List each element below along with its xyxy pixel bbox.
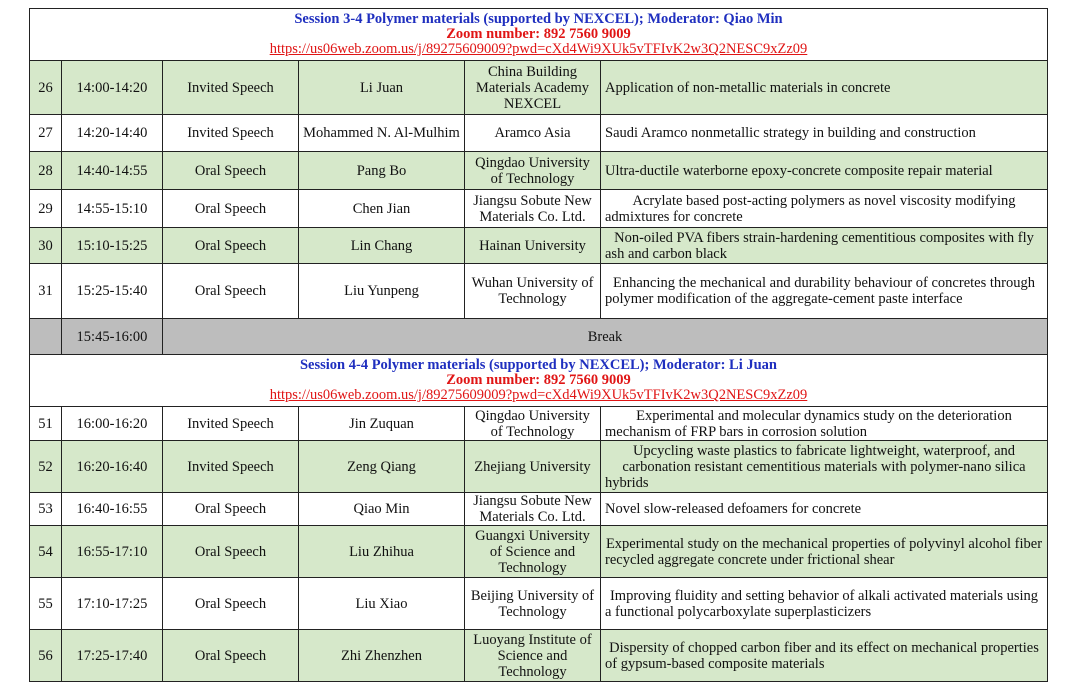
session-number: 53 <box>30 493 62 526</box>
table-row <box>30 441 1048 493</box>
session-number: 52 <box>30 441 62 493</box>
affiliation: Luoyang Institute of Science and Technology <box>465 630 601 682</box>
talk-topic: Improving fluidity and setting behavior of alkali activated materials using a functional polycarboxylate superplasticizers <box>601 578 1048 630</box>
session-number: 30 <box>30 228 62 264</box>
table-row <box>30 152 1048 190</box>
table-row <box>30 190 1048 228</box>
talk-topic: Saudi Aramco nonmetallic strategy in building and construction <box>601 115 1048 152</box>
table-row <box>30 228 1048 264</box>
speaker-name: Li Juan <box>299 61 465 115</box>
talk-topic: Acrylate based post-acting polymers as novel viscosity modifying admixtures for concrete <box>601 190 1048 228</box>
session-title: Session 4-4 Polymer materials (supported by NEXCEL); Moderator: Li Juan <box>299 357 777 373</box>
table-row <box>30 493 1048 526</box>
break-label: Break <box>163 319 1048 355</box>
speech-type: Oral Speech <box>163 630 299 682</box>
talk-topic: Experimental and molecular dynamics study on the deterioration mechanism of FRP bars in corrosion solution <box>601 407 1048 441</box>
time-slot: 16:00-16:20 <box>62 407 163 441</box>
speaker-name: Liu Yunpeng <box>299 264 465 319</box>
time-slot: 14:55-15:10 <box>62 190 163 228</box>
talk-topic: Application of non-metallic materials in concrete <box>601 61 1048 115</box>
time-slot: 16:55-17:10 <box>62 526 163 578</box>
time-slot: 14:00-14:20 <box>62 61 163 115</box>
speaker-name: Mohammed N. Al-Mulhim <box>299 115 465 152</box>
time-slot: 15:10-15:25 <box>62 228 163 264</box>
session-number: 55 <box>30 578 62 630</box>
speech-type: Oral Speech <box>163 493 299 526</box>
affiliation: Wuhan University of Technology <box>465 264 601 319</box>
time-slot: 16:40-16:55 <box>62 493 163 526</box>
zoom-number: Zoom number: 892 7560 9009 <box>446 372 631 388</box>
speech-type: Invited Speech <box>163 441 299 493</box>
session-number: 26 <box>30 61 62 115</box>
zoom-number: Zoom number: 892 7560 9009 <box>446 26 631 42</box>
speech-type: Invited Speech <box>163 61 299 115</box>
speech-type: Invited Speech <box>163 115 299 152</box>
speaker-name: Pang Bo <box>299 152 465 190</box>
speaker-name: Chen Jian <box>299 190 465 228</box>
affiliation: Jiangsu Sobute New Materials Co. Ltd. <box>465 190 601 228</box>
talk-topic: Novel slow-released defoamers for concrete <box>601 493 1048 526</box>
session-number: 28 <box>30 152 62 190</box>
affiliation: China Building Materials Academy NEXCEL <box>465 61 601 115</box>
speech-type: Invited Speech <box>163 407 299 441</box>
zoom-link[interactable]: https://us06web.zoom.us/j/89275609009?pwd=cXd4Wi9XUk5vTFIvK2w3Q2NESC9xZz09 <box>269 41 808 57</box>
speaker-name: Liu Xiao <box>299 578 465 630</box>
speech-type: Oral Speech <box>163 190 299 228</box>
affiliation: Jiangsu Sobute New Materials Co. Ltd. <box>465 493 601 526</box>
break-row <box>30 319 1048 355</box>
affiliation: Qingdao University of Technology <box>465 407 601 441</box>
table-row <box>30 115 1048 152</box>
talk-topic: Experimental study on the mechanical properties of polyvinyl alcohol fiber recycled aggregate concrete under frictional shear <box>601 526 1048 578</box>
speaker-name: Qiao Min <box>299 493 465 526</box>
talk-topic: Upcycling waste plastics to fabricate lightweight, waterproof, and carbonation resistant cementitious materials with polymer-nano silica hybrids <box>601 441 1048 493</box>
session-number: 31 <box>30 264 62 319</box>
speech-type: Oral Speech <box>163 578 299 630</box>
speech-type: Oral Speech <box>163 228 299 264</box>
speaker-name: Zeng Qiang <box>299 441 465 493</box>
speaker-name: Lin Chang <box>299 228 465 264</box>
speech-type: Oral Speech <box>163 526 299 578</box>
session-title: Session 3-4 Polymer materials (supported by NEXCEL); Moderator: Qiao Min <box>294 11 783 27</box>
session-header <box>30 355 1048 407</box>
time-slot: 14:20-14:40 <box>62 115 163 152</box>
time-slot: 17:10-17:25 <box>62 578 163 630</box>
table-row <box>30 578 1048 630</box>
speaker-name: Zhi Zhenzhen <box>299 630 465 682</box>
session-header <box>30 9 1048 61</box>
schedule-table <box>29 8 1048 682</box>
speaker-name: Jin Zuquan <box>299 407 465 441</box>
affiliation: Qingdao University of Technology <box>465 152 601 190</box>
zoom-link[interactable]: https://us06web.zoom.us/j/89275609009?pwd=cXd4Wi9XUk5vTFIvK2w3Q2NESC9xZz09 <box>269 387 808 403</box>
table-row <box>30 630 1048 682</box>
affiliation: Aramco Asia <box>465 115 601 152</box>
table-row <box>30 407 1048 441</box>
affiliation: Zhejiang University <box>465 441 601 493</box>
time-slot: 14:40-14:55 <box>62 152 163 190</box>
talk-topic: Ultra-ductile waterborne epoxy-concrete composite repair material <box>601 152 1048 190</box>
talk-topic: Dispersity of chopped carbon fiber and its effect on mechanical properties of gypsum-based composite materials <box>601 630 1048 682</box>
table-row <box>30 61 1048 115</box>
session-number: 54 <box>30 526 62 578</box>
affiliation: Hainan University <box>465 228 601 264</box>
time-slot: 15:25-15:40 <box>62 264 163 319</box>
speech-type: Oral Speech <box>163 152 299 190</box>
talk-topic: Enhancing the mechanical and durability behaviour of concretes through polymer modification of the aggregate-cement paste interface <box>601 264 1048 319</box>
table-row <box>30 526 1048 578</box>
session-number: 56 <box>30 630 62 682</box>
time-slot: 17:25-17:40 <box>62 630 163 682</box>
session-number: 27 <box>30 115 62 152</box>
talk-topic: Non-oiled PVA fibers strain-hardening cementitious composites with fly ash and carbon black <box>601 228 1048 264</box>
table-row <box>30 264 1048 319</box>
time-slot: 16:20-16:40 <box>62 441 163 493</box>
affiliation: Beijing University of Technology <box>465 578 601 630</box>
speech-type: Oral Speech <box>163 264 299 319</box>
speaker-name: Liu Zhihua <box>299 526 465 578</box>
session-number: 51 <box>30 407 62 441</box>
affiliation: Guangxi University of Science and Technology <box>465 526 601 578</box>
break-time: 15:45-16:00 <box>62 319 163 355</box>
session-number: 29 <box>30 190 62 228</box>
